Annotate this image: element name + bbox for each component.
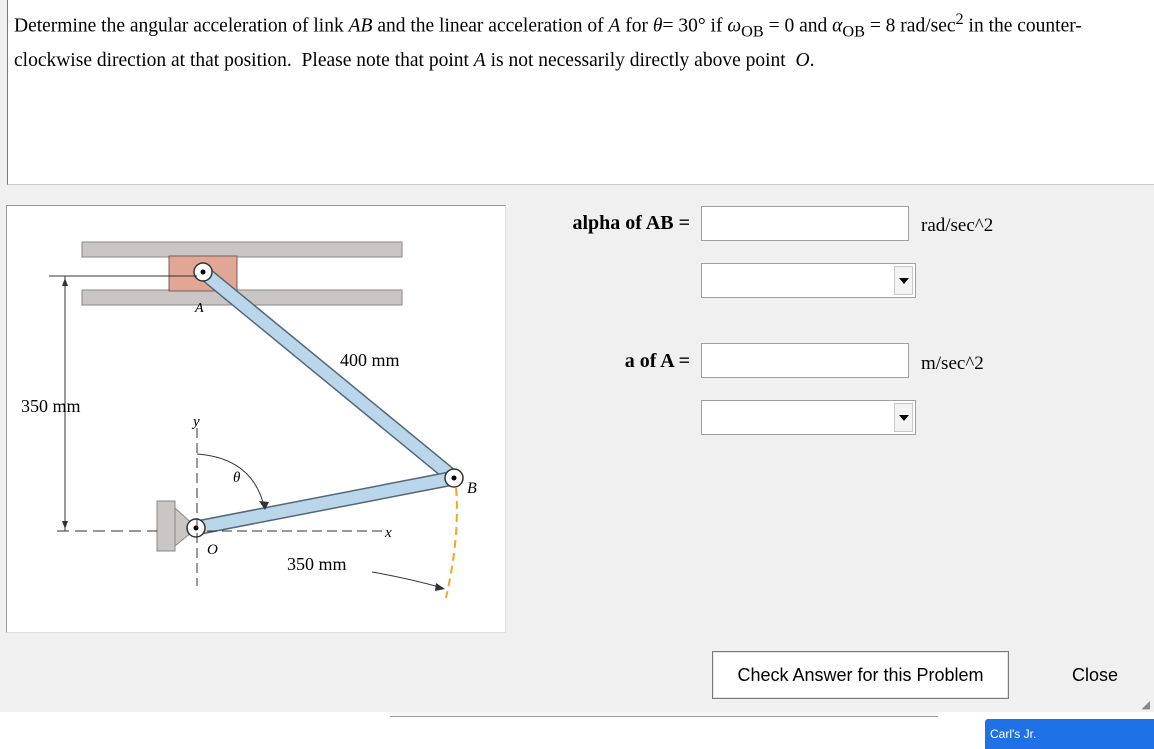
resize-grip-icon[interactable]: ◢: [1141, 698, 1150, 711]
alpha-unit: rad/sec^2: [921, 215, 994, 236]
check-answer-label: Check Answer for this Problem: [737, 664, 984, 685]
label-b: B: [467, 480, 477, 497]
problem-statement: [7, 0, 1154, 185]
label-x: x: [385, 525, 392, 541]
label-a: A: [195, 301, 204, 316]
alpha-input[interactable]: [701, 206, 909, 241]
accel-input[interactable]: [701, 343, 909, 378]
accel-label: a of A =: [624, 350, 690, 372]
accel-direction-select[interactable]: [701, 400, 916, 435]
path-of-b: [446, 488, 457, 598]
taskbar-tooltip: Carl's Jr.: [985, 719, 1154, 749]
dim-ob-label: 350 mm: [287, 554, 347, 574]
figure-panel: [6, 205, 506, 633]
upper-rail: [82, 242, 402, 257]
accel-unit: m/sec^2: [921, 353, 984, 374]
label-y: y: [193, 414, 200, 430]
chevron-down-icon[interactable]: [894, 266, 913, 295]
theta-arc: [197, 454, 264, 506]
label-theta: θ: [233, 470, 241, 486]
check-answer-button[interactable]: [712, 651, 1009, 699]
dim-ab-label: 400 mm: [340, 350, 400, 370]
close-button[interactable]: [1050, 651, 1140, 699]
dim-leader-ob: [372, 572, 443, 588]
ground-support: [157, 501, 175, 551]
label-o: O: [207, 542, 218, 558]
problem-text: Determine the angular acceleration of link AB and the linear acceleration of A for θ= 30° if $\omega_{OB} = 0$ and $\alpha_{OB} = 8$ rad/$\sec^2$ in the counter-clockwise direction at that position. Please note that point A is not necessarily directly above point O.: [14, 10, 1082, 72]
mechanism-diagram: [7, 206, 505, 632]
chevron-down-icon[interactable]: [894, 403, 913, 432]
close-label: Close: [1071, 664, 1119, 685]
horizontal-scrollbar[interactable]: [390, 712, 938, 717]
alpha-direction-select[interactable]: [701, 263, 916, 298]
alpha-label: alpha of AB =: [572, 212, 690, 234]
dim-vertical-label: 350 mm: [21, 396, 81, 416]
